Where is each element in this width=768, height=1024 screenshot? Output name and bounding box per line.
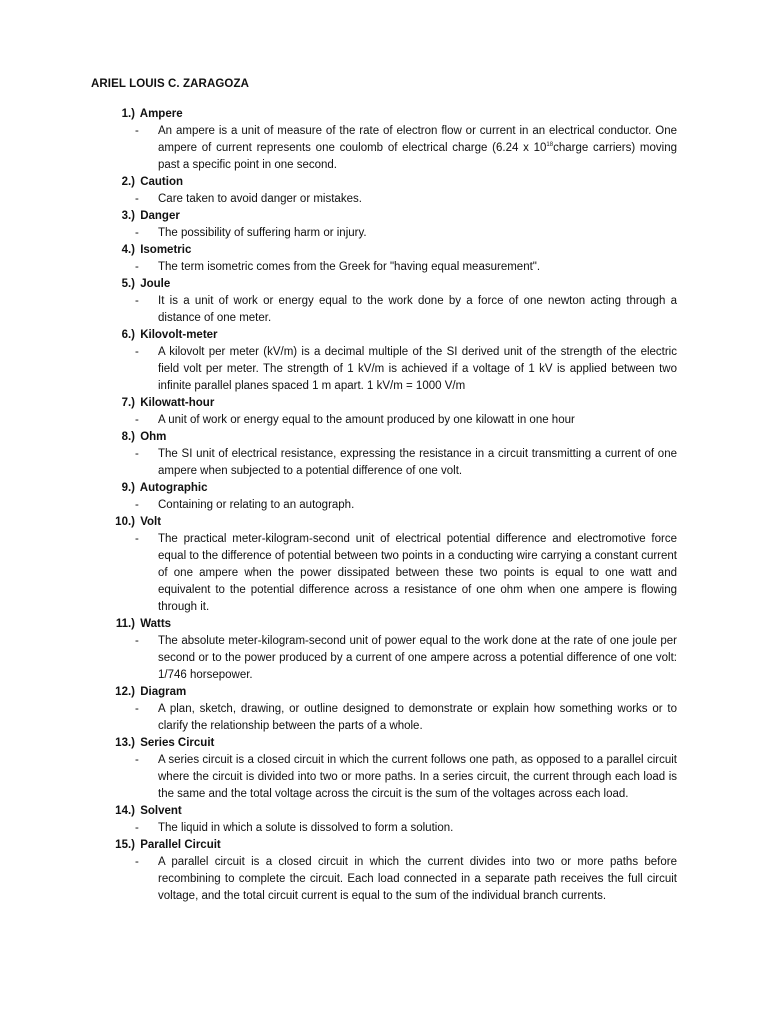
bullet-dash: - xyxy=(135,754,139,766)
definition-text: A kilovolt per meter (kV/m) is a decimal multiple of the SI derived unit of the strength of the electric field volt per meter. The strength of 1 kV/m is achieved if a voltage of 1 kV is applied between two infinite parallel planes spaced 1 m apart. 1 kV/m = 1000 V/m xyxy=(158,346,677,392)
term-number: 14.) xyxy=(115,805,135,817)
term-definition xyxy=(91,633,677,684)
term-definition xyxy=(91,123,677,174)
bullet-dash: - xyxy=(135,635,139,647)
terms-list xyxy=(91,106,677,905)
definition-text: charge carriers) moving past a specific point in one second. xyxy=(158,142,677,171)
bullet-dash: - xyxy=(135,499,139,511)
term-definition xyxy=(91,446,677,480)
term-title: Series Circuit xyxy=(140,737,215,749)
exponent: 18 xyxy=(546,142,554,148)
definition-text: It is a unit of work or energy equal to the work done by a force of one newton acting through a distance of one meter. xyxy=(158,295,677,324)
term-title: Solvent xyxy=(140,805,182,817)
definition-text: A parallel circuit is a closed circuit in which the current divides into two or more paths before recombining to complete the circuit. Each load connected in a separate path receives the full circuit voltage, and the total circuit current is equal to the sum of the individual branch currents. xyxy=(158,856,677,902)
term-definition xyxy=(91,225,677,242)
term-definition xyxy=(91,820,677,837)
term-item xyxy=(91,174,677,208)
term-title: Joule xyxy=(140,278,171,290)
term-item xyxy=(91,106,677,174)
term-definition xyxy=(91,752,677,803)
definition-text: A series circuit is a closed circuit in which the current follows one path, as opposed to a parallel circuit where the circuit is divided into two or more paths. In a series circuit, the current through each load is the same and the total voltage across the circuit is the sum of the voltages across each load. xyxy=(158,754,677,800)
definition-text: The term isometric comes from the Greek for "having equal measurement". xyxy=(158,261,541,273)
term-title: Watts xyxy=(140,618,172,630)
term-definition xyxy=(91,701,677,735)
definition-text: An ampere is a unit of measure of the rate of electron flow or current in an electrical conductor. One ampere of current represents one coulomb of electrical charge (6.24 x 10 xyxy=(158,125,677,154)
term-definition xyxy=(91,854,677,905)
term-title: Caution xyxy=(140,176,184,188)
term-item xyxy=(91,837,677,905)
term-number: 15.) xyxy=(115,839,135,851)
term-item xyxy=(91,803,677,837)
term-number: 7.) xyxy=(121,397,135,409)
term-item xyxy=(91,514,677,616)
term-item xyxy=(91,480,677,514)
bullet-dash: - xyxy=(135,533,139,545)
term-item xyxy=(91,616,677,684)
term-title: Kilovolt-meter xyxy=(140,329,218,341)
term-number: 9.) xyxy=(121,482,135,494)
definition-text: The practical meter-kilogram-second unit of electrical potential difference and electromotive force equal to the difference of potential between two points in a conducting wire carrying a constant current of one ampere when the power dissipated between these two points is equal to one watt and equivalent to the potential difference across a resistance of one ohm when one ampere is flowing through it. xyxy=(158,533,677,613)
term-definition xyxy=(91,531,677,616)
term-item xyxy=(91,242,677,276)
bullet-dash: - xyxy=(135,295,139,307)
term-number: 11.) xyxy=(115,618,135,630)
term-definition xyxy=(91,191,677,208)
term-number: 5.) xyxy=(121,278,135,290)
term-item xyxy=(91,276,677,327)
term-item xyxy=(91,429,677,480)
term-number: 10.) xyxy=(115,516,135,528)
definition-text: The liquid in which a solute is dissolved to form a solution. xyxy=(158,822,454,834)
term-title: Kilowatt-hour xyxy=(140,397,215,409)
definition-text: The absolute meter-kilogram-second unit of power equal to the work done at the rate of one joule per second or to the power produced by a current of one ampere across a potential difference of one volt: 1/746 horsepower. xyxy=(158,635,677,681)
term-number: 12.) xyxy=(115,686,135,698)
term-number: 1.) xyxy=(121,108,135,120)
term-definition xyxy=(91,259,677,276)
bullet-dash: - xyxy=(135,193,139,205)
term-title: Autographic xyxy=(139,482,208,494)
bullet-dash: - xyxy=(135,822,139,834)
term-number: 13.) xyxy=(115,737,135,749)
definition-text: A plan, sketch, drawing, or outline designed to demonstrate or explain how something works or to clarify the relationship between the parts of a whole. xyxy=(158,703,677,732)
bullet-dash: - xyxy=(135,261,139,273)
term-number: 3.) xyxy=(121,210,135,222)
bullet-dash: - xyxy=(135,227,139,239)
term-definition xyxy=(91,344,677,395)
term-title: Volt xyxy=(140,516,162,528)
bullet-dash: - xyxy=(135,414,139,426)
term-item xyxy=(91,208,677,242)
definition-text: Care taken to avoid danger or mistakes. xyxy=(158,193,362,205)
term-definition xyxy=(91,293,677,327)
definition-text: Containing or relating to an autograph. xyxy=(158,499,355,511)
term-definition xyxy=(91,412,677,429)
bullet-dash: - xyxy=(135,856,139,868)
term-item xyxy=(91,735,677,803)
term-item xyxy=(91,327,677,395)
term-item xyxy=(91,684,677,735)
author-name: ARIEL LOUIS C. ZARAGOZA xyxy=(91,78,249,90)
term-number: 4.) xyxy=(121,244,135,256)
term-title: Parallel Circuit xyxy=(140,839,221,851)
term-definition xyxy=(91,497,677,514)
term-number: 8.) xyxy=(121,431,135,443)
bullet-dash: - xyxy=(135,125,139,137)
bullet-dash: - xyxy=(135,346,139,358)
term-number: 6.) xyxy=(121,329,135,341)
term-title: Diagram xyxy=(140,686,187,698)
term-title: Ohm xyxy=(140,431,167,443)
term-title: Ampere xyxy=(139,108,183,120)
term-title: Isometric xyxy=(140,244,192,256)
term-item xyxy=(91,395,677,429)
bullet-dash: - xyxy=(135,448,139,460)
term-title: Danger xyxy=(140,210,180,222)
definition-text: The possibility of suffering harm or injury. xyxy=(158,227,367,239)
bullet-dash: - xyxy=(135,703,139,715)
term-number: 2.) xyxy=(121,176,135,188)
definition-text: A unit of work or energy equal to the amount produced by one kilowatt in one hour xyxy=(158,414,575,426)
definition-text: The SI unit of electrical resistance, expressing the resistance in a circuit transmitting a current of one ampere when subjected to a potential difference of one volt. xyxy=(158,448,677,477)
